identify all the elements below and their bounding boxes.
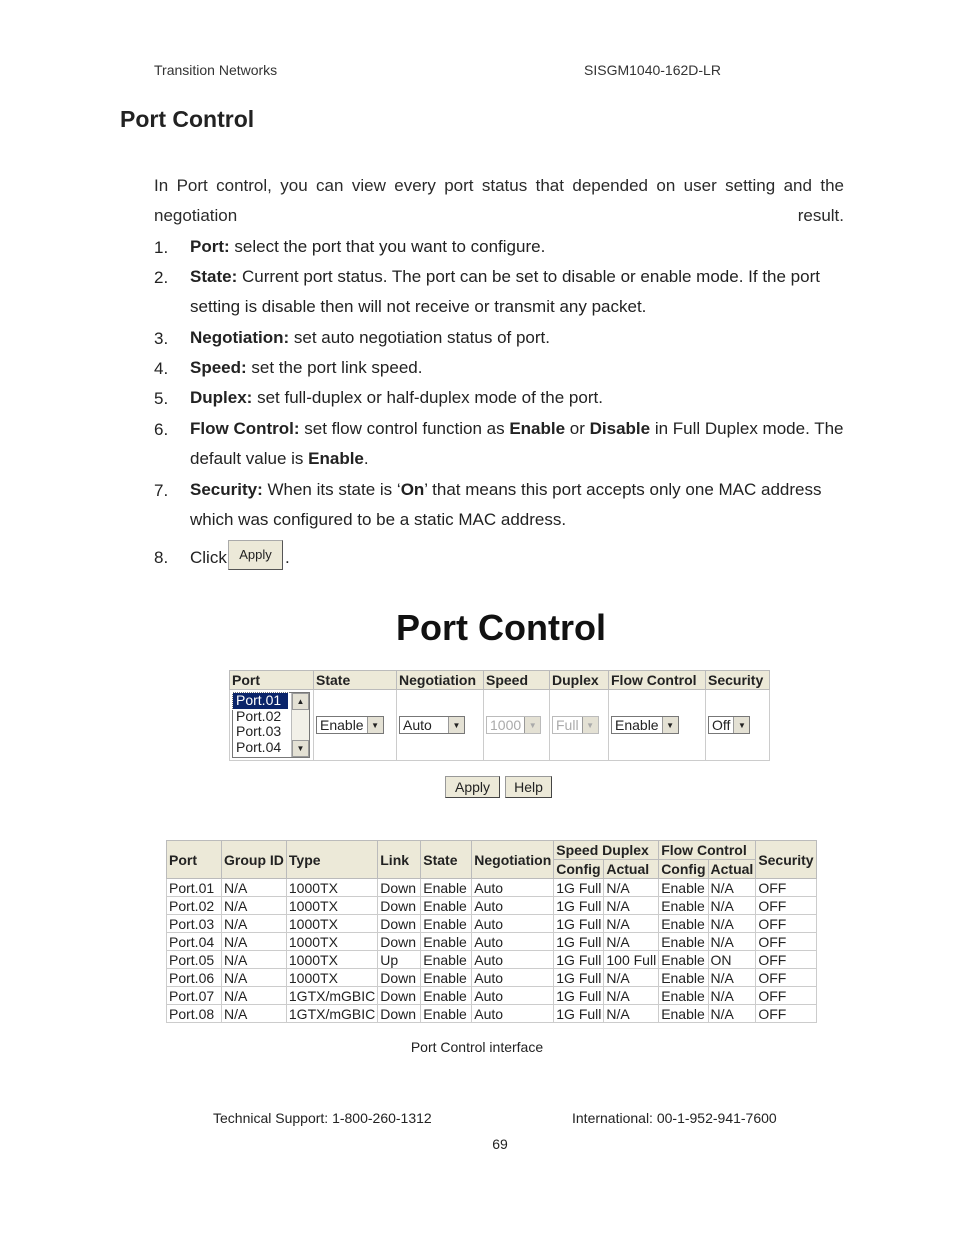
cell-security: OFF: [756, 915, 816, 933]
port-control-form: [229, 670, 770, 761]
list-text: set full-duplex or half-duplex mode of the port.: [252, 388, 603, 407]
cell-flow-actual: N/A: [708, 933, 756, 951]
scroll-up-icon[interactable]: ▲: [292, 693, 309, 710]
bold-disable: Disable: [589, 419, 651, 438]
col-security: Security: [756, 841, 816, 879]
bold-enable-default: Enable: [308, 449, 364, 468]
col-type: Type: [286, 841, 377, 879]
security-cell: [706, 690, 770, 761]
figure-caption: Port Control interface: [410, 1039, 544, 1055]
cell-negotiation: Auto: [472, 951, 554, 969]
cell-duplex-actual: N/A: [604, 879, 659, 897]
list-text: set the port link speed.: [246, 358, 423, 377]
table-row: [167, 879, 817, 897]
cell-link: Down: [378, 933, 421, 951]
list-item: [190, 232, 844, 262]
cell-link: Down: [378, 915, 421, 933]
item-text: ’ that means this port accepts only one MAC address which was configured to be a static MAC address.: [190, 480, 822, 529]
list-number: 6.: [154, 420, 169, 439]
cell-state: Enable: [421, 897, 472, 915]
state-value: Enable: [320, 717, 364, 733]
cell-speed-config: 1G Full: [554, 987, 604, 1005]
cell-flow-actual: N/A: [708, 897, 756, 915]
click-label: Click: [190, 548, 227, 567]
item-text: When its state is ‘: [262, 480, 401, 499]
cell-group-id: N/A: [222, 951, 287, 969]
cell-group-id: N/A: [222, 987, 287, 1005]
cell-flow-actual: ON: [708, 951, 756, 969]
cell-flow-actual: N/A: [708, 879, 756, 897]
col-state: State: [314, 671, 397, 690]
cell-speed-config: 1G Full: [554, 951, 604, 969]
cell-speed-config: 1G Full: [554, 915, 604, 933]
item-text: or: [565, 419, 590, 438]
dropdown-arrow-icon[interactable]: ▼: [662, 717, 678, 733]
cell-flow-config: Enable: [659, 987, 708, 1005]
security-select[interactable]: [708, 716, 750, 734]
table-row: [167, 1005, 817, 1023]
cell-type: 1000TX: [286, 915, 377, 933]
cell-state: Enable: [421, 915, 472, 933]
port-listbox[interactable]: [232, 692, 310, 758]
col-flow-control: Flow Control: [659, 841, 756, 860]
cell-negotiation: Auto: [472, 969, 554, 987]
speed-cell: [484, 690, 550, 761]
list-text: select the port that you want to configure.: [229, 237, 546, 256]
cell-duplex-actual: N/A: [604, 915, 659, 933]
status-table-body: [167, 879, 817, 1023]
state-cell: [314, 690, 397, 761]
cell-duplex-actual: N/A: [604, 933, 659, 951]
cell-link: Down: [378, 879, 421, 897]
list-term: Port:: [190, 237, 230, 256]
cell-group-id: N/A: [222, 915, 287, 933]
dropdown-arrow-icon[interactable]: ▼: [448, 717, 464, 733]
cell-type: 1000TX: [286, 879, 377, 897]
cell-flow-config: Enable: [659, 879, 708, 897]
cell-group-id: N/A: [222, 897, 287, 915]
section-title: Port Control: [120, 106, 255, 132]
bold-on: On: [400, 480, 425, 499]
list-number: 8.: [154, 548, 169, 567]
list-term: Negotiation:: [190, 328, 290, 347]
cell-security: OFF: [756, 879, 816, 897]
port-option[interactable]: Port.01: [233, 693, 288, 709]
table-row: [167, 915, 817, 933]
cell-security: OFF: [756, 897, 816, 915]
cell-port: Port.03: [167, 915, 222, 933]
col-flow-control: Flow Control: [609, 671, 706, 690]
table-row: [167, 897, 817, 915]
cell-type: 1000TX: [286, 951, 377, 969]
duplex-value: Full: [556, 717, 579, 733]
list-item: [190, 262, 844, 322]
cell-flow-config: Enable: [659, 951, 708, 969]
list-number: 5.: [154, 389, 169, 408]
col-duplex-actual: Actual: [604, 860, 659, 879]
scroll-down-icon[interactable]: ▼: [292, 740, 309, 757]
dropdown-arrow-icon: ▼: [582, 717, 598, 733]
cell-group-id: N/A: [222, 1005, 287, 1023]
port-status-table: [166, 840, 817, 1023]
list-number: 1.: [154, 238, 169, 257]
cell-negotiation: Auto: [472, 915, 554, 933]
list-item-security: [190, 475, 844, 535]
term-flow-control: Flow Control:: [190, 419, 300, 438]
cell-state: Enable: [421, 987, 472, 1005]
intro-paragraph: In Port control, you can view every port status that depended on user setting and the negotiation result.: [154, 176, 844, 225]
col-group-id: Group ID: [222, 841, 287, 879]
cell-negotiation: Auto: [472, 933, 554, 951]
item-text: .: [363, 449, 369, 468]
negotiation-select[interactable]: [399, 716, 465, 734]
list-number: 7.: [154, 481, 169, 500]
cell-negotiation: Auto: [472, 897, 554, 915]
ui-title: Port Control: [396, 607, 606, 648]
cell-duplex-actual: 100 Full: [604, 951, 659, 969]
cell-port: Port.08: [167, 1005, 222, 1023]
table-row: [167, 987, 817, 1005]
cell-port: Port.02: [167, 897, 222, 915]
table-row: [167, 951, 817, 969]
cell-negotiation: Auto: [472, 879, 554, 897]
cell-port: Port.07: [167, 987, 222, 1005]
negotiation-cell: [397, 690, 484, 761]
col-negotiation: Negotiation: [397, 671, 484, 690]
list-item: [190, 323, 844, 353]
cell-group-id: N/A: [222, 933, 287, 951]
flow-control-value: Enable: [615, 717, 659, 733]
col-speed: Speed: [484, 671, 550, 690]
cell-flow-config: Enable: [659, 897, 708, 915]
help-button[interactable]: Help: [505, 776, 552, 798]
cell-link: Down: [378, 969, 421, 987]
dropdown-arrow-icon[interactable]: ▼: [733, 717, 749, 733]
list-item: [190, 383, 844, 413]
cell-duplex-actual: N/A: [604, 897, 659, 915]
col-speed-config: Config: [554, 860, 604, 879]
list-item-flow-control: [190, 414, 844, 474]
cell-port: Port.01: [167, 879, 222, 897]
cell-speed-config: 1G Full: [554, 897, 604, 915]
cell-type: 1000TX: [286, 933, 377, 951]
cell-security: OFF: [756, 951, 816, 969]
cell-speed-config: 1G Full: [554, 969, 604, 987]
col-security: Security: [706, 671, 770, 690]
list-term: State:: [190, 267, 238, 286]
list-term: Speed:: [190, 358, 247, 377]
cell-speed-config: 1G Full: [554, 879, 604, 897]
negotiation-value: Auto: [403, 717, 432, 733]
cell-duplex-actual: N/A: [604, 1005, 659, 1023]
header-company: Transition Networks: [154, 62, 278, 78]
cell-negotiation: Auto: [472, 987, 554, 1005]
port-option[interactable]: Port.02: [236, 707, 282, 724]
cell-state: Enable: [421, 951, 472, 969]
cell-state: Enable: [421, 933, 472, 951]
port-cell: [230, 690, 314, 761]
cell-speed-config: 1G Full: [554, 1005, 604, 1023]
duplex-cell: [550, 690, 609, 761]
apply-button-illustration: Apply: [228, 540, 283, 570]
cell-type: 1000TX: [286, 969, 377, 987]
cell-port: Port.05: [167, 951, 222, 969]
table-row: [167, 969, 817, 987]
state-select[interactable]: [316, 716, 384, 734]
cell-link: Down: [378, 1005, 421, 1023]
cell-security: OFF: [756, 1005, 816, 1023]
security-value: Off: [712, 717, 731, 733]
footer-international: International: 00-1-952-941-7600: [572, 1110, 777, 1126]
list-number: 4.: [154, 359, 169, 378]
cell-flow-config: Enable: [659, 969, 708, 987]
cell-duplex-actual: N/A: [604, 969, 659, 987]
cell-type: 1GTX/mGBIC: [286, 1005, 377, 1023]
cell-link: Down: [378, 987, 421, 1005]
col-flow-actual: Actual: [708, 860, 756, 879]
cell-security: OFF: [756, 987, 816, 1005]
bold-enable: Enable: [509, 419, 566, 438]
duplex-select: [552, 716, 599, 734]
cell-port: Port.04: [167, 933, 222, 951]
cell-flow-config: Enable: [659, 1005, 708, 1023]
cell-negotiation: Auto: [472, 1005, 554, 1023]
port-option[interactable]: Port.03: [236, 723, 282, 739]
list-number: 3.: [154, 329, 169, 348]
cell-security: OFF: [756, 969, 816, 987]
cell-flow-actual: N/A: [708, 915, 756, 933]
cell-link: Up: [378, 951, 421, 969]
col-state: State: [421, 841, 472, 879]
list-text: Current port status. The port can be set to disable or enable mode. If the port setting is disable then will not receive or transmit any packet.: [190, 267, 820, 316]
cell-port: Port.06: [167, 969, 222, 987]
cell-state: Enable: [421, 879, 472, 897]
list-term: Duplex:: [190, 388, 253, 407]
cell-flow-config: Enable: [659, 933, 708, 951]
item-text: set flow control function as: [299, 419, 510, 438]
table-row: [167, 933, 817, 951]
cell-link: Down: [378, 897, 421, 915]
page-number: 69: [492, 1136, 508, 1152]
footer-support: Technical Support: 1-800-260-1312: [213, 1110, 432, 1126]
cell-flow-config: Enable: [659, 915, 708, 933]
apply-button[interactable]: Apply: [445, 776, 500, 798]
col-negotiation: Negotiation: [472, 841, 554, 879]
cell-group-id: N/A: [222, 879, 287, 897]
speed-value: 1000: [490, 717, 522, 733]
cell-duplex-actual: N/A: [604, 987, 659, 1005]
list-number: 2.: [154, 268, 169, 287]
port-option[interactable]: Port.04: [236, 738, 282, 755]
col-port: Port: [230, 671, 314, 690]
cell-type: 1GTX/mGBIC: [286, 987, 377, 1005]
item-text: in Full Duplex mode. The default value is: [190, 419, 844, 468]
col-flow-config: Config: [659, 860, 708, 879]
list-text: set auto negotiation status of port.: [289, 328, 550, 347]
cell-type: 1000TX: [286, 897, 377, 915]
list-item: [190, 353, 844, 383]
cell-flow-actual: N/A: [708, 1005, 756, 1023]
cell-state: Enable: [421, 1005, 472, 1023]
term-security: Security:: [190, 480, 263, 499]
cell-flow-actual: N/A: [708, 969, 756, 987]
cell-state: Enable: [421, 969, 472, 987]
flow-control-select[interactable]: [611, 716, 679, 734]
cell-group-id: N/A: [222, 969, 287, 987]
cell-security: OFF: [756, 933, 816, 951]
dropdown-arrow-icon[interactable]: ▼: [367, 717, 383, 733]
header-model: SISGM1040-162D-LR: [584, 62, 721, 78]
col-port: Port: [167, 841, 222, 879]
speed-select: [486, 716, 541, 734]
col-link: Link: [378, 841, 421, 879]
period: .: [285, 548, 290, 567]
flow-control-cell: [609, 690, 706, 761]
listbox-scrollbar[interactable]: [291, 693, 309, 757]
dropdown-arrow-icon: ▼: [524, 717, 540, 733]
cell-speed-config: 1G Full: [554, 933, 604, 951]
col-duplex: Duplex: [550, 671, 609, 690]
cell-flow-actual: N/A: [708, 987, 756, 1005]
col-speed-duplex: Speed Duplex: [554, 841, 659, 860]
